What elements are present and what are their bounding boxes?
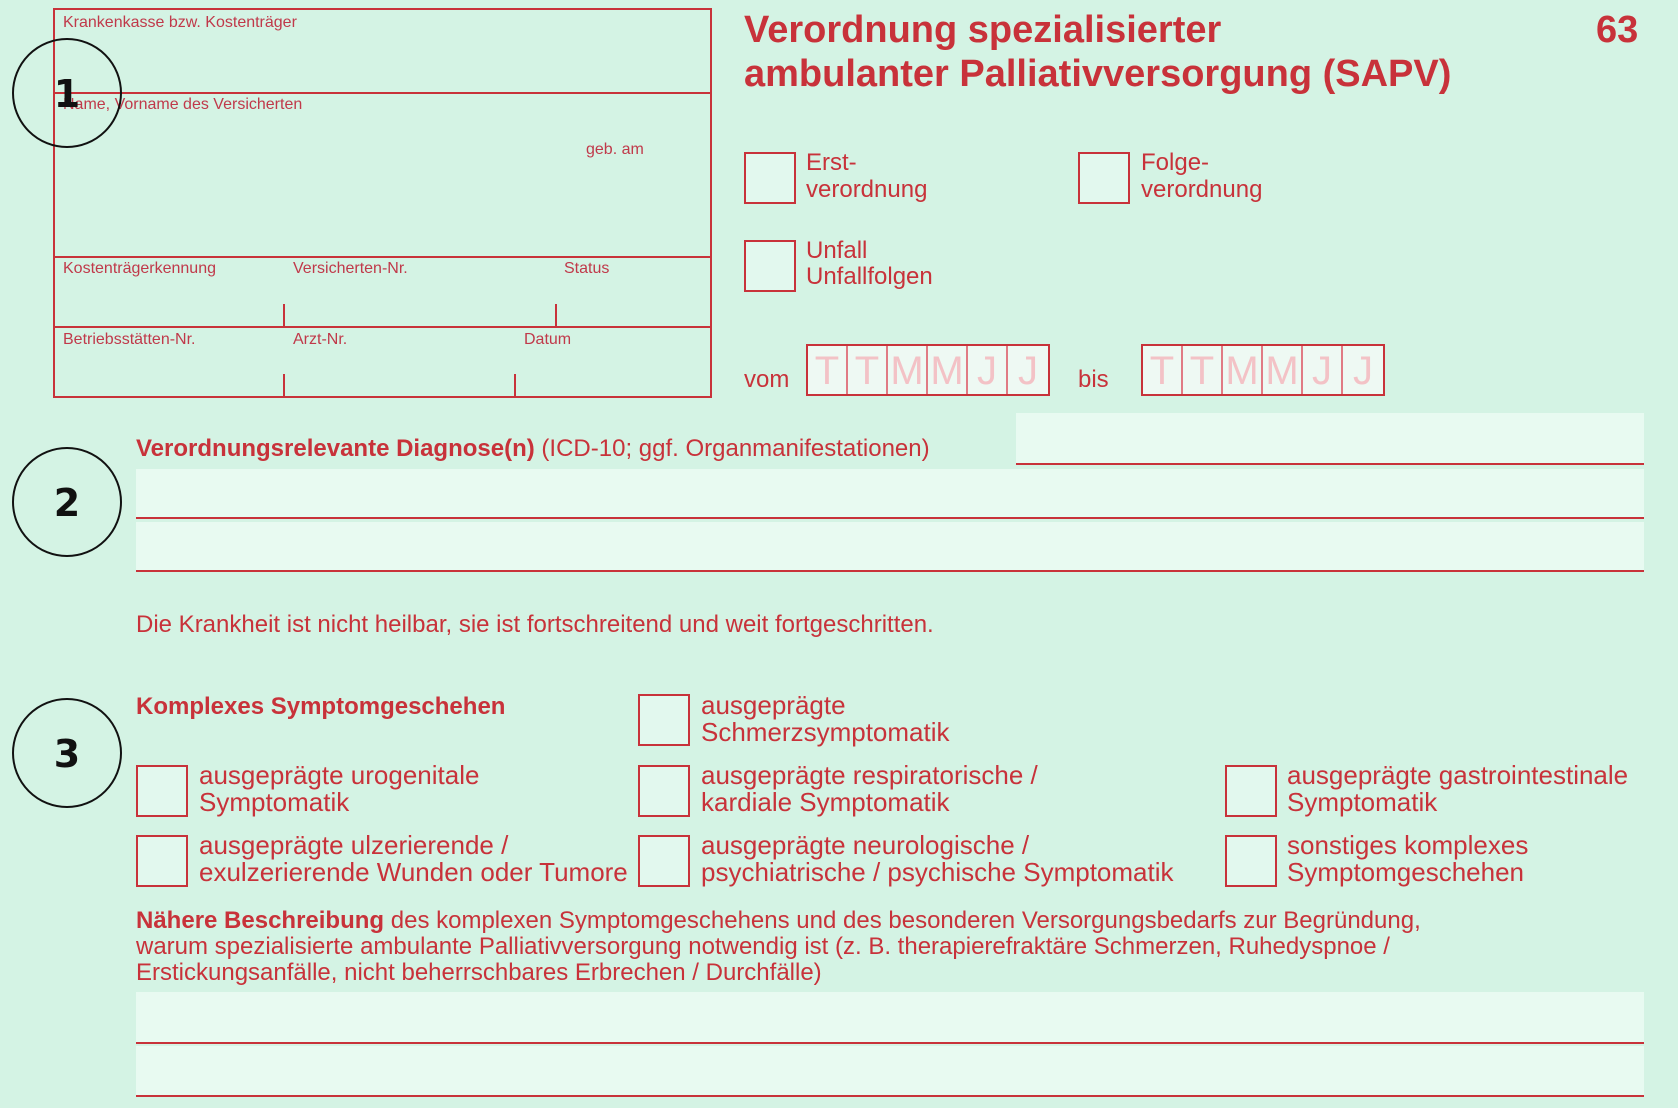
diagnosis-line-1 [1016,463,1644,465]
name-field[interactable] [55,118,575,264]
date-digit-day[interactable]: T [848,346,888,394]
form-number: 63 [1596,9,1639,51]
insurance-box [53,8,712,398]
name-label: Name, Vorname des Versicherten [63,96,303,113]
date-digit-month[interactable]: M [928,346,968,394]
betrieb-label: Betriebsstätten-Nr. [63,331,196,348]
date-digit-day[interactable]: T [1143,346,1183,394]
description-field-1[interactable] [136,992,1644,1042]
schmerz-label-2: Schmerzsymptomatik [701,717,950,747]
unfall-label-2: Unfallfolgen [806,263,933,290]
description-text [136,908,1646,986]
description-line-a [136,1042,1644,1044]
urogenital-label-2: Symptomatik [199,787,350,817]
status-label: Status [564,260,610,277]
description-line-2: warum spezialisierte ambulante Palliativversorgung notwendig ist (z. B. therapierefraktäre Schmerzen, Ruhedyspnoe / [136,933,1390,960]
divider [55,256,710,258]
divider [55,326,710,328]
erstverordnung-label-1: Erst- [806,149,857,176]
krankenkasse-field[interactable] [55,36,710,92]
sonstiges-label-1: sonstiges komplexes [1287,830,1529,860]
diagnosis-field-2[interactable] [136,469,1644,517]
krankenkasse-label: Krankenkasse bzw. Kostenträger [63,14,297,31]
divider [55,92,710,94]
diagnosis-heading: Verordnungsrelevante Diagnose(n) (ICD-10; ggf. Organmanifestationen) [136,435,930,462]
form-title-line2: ambulanter Palliativversorgung (SAPV) [744,53,1452,95]
unfall-checkbox[interactable] [744,240,796,292]
versicherten-label: Versicherten-Nr. [293,260,408,277]
neurologisch-label-2: psychiatrische / psychische Symptomatik [701,857,1174,887]
date-digit-day[interactable]: T [1183,346,1223,394]
diagnosis-line-2 [136,517,1644,519]
vom-date-field[interactable] [806,344,1050,396]
erstverordnung-checkbox[interactable] [744,152,796,204]
date-digit-year[interactable]: J [1343,346,1383,394]
gastrointestinal-label-2: Symptomatik [1287,787,1438,817]
symptoms-heading: Komplexes Symptomgeschehen [136,693,506,720]
bis-date-field[interactable] [1141,344,1385,396]
vom-label: vom [744,366,790,393]
folgeverordnung-label-1: Folge- [1141,149,1210,176]
bis-label: bis [1078,366,1109,393]
date-digit-month[interactable]: M [1263,346,1303,394]
respiratorisch-label-1: ausgeprägte respiratorische / [701,760,1038,790]
sonstiges-checkbox[interactable] [1225,835,1277,887]
date-digit-day[interactable]: T [808,346,848,394]
section-marker-3: 3 [12,698,122,808]
diagnosis-field-1[interactable] [1016,413,1644,463]
geb-label: geb. am [586,141,644,158]
ulzerierend-label-1: ausgeprägte ulzerierende / [199,830,509,860]
diagnosis-field-3[interactable] [136,522,1644,570]
tick [514,374,516,396]
ulzerierend-label-2: exulzerierende Wunden oder Tumore [199,857,628,887]
date-digit-month[interactable]: M [888,346,928,394]
datum-label: Datum [524,331,572,348]
geb-field[interactable] [580,162,708,262]
respiratorisch-checkbox[interactable] [638,765,690,817]
unfall-label-1: Unfall [806,237,868,264]
section-marker-1: 1 [12,38,122,148]
respiratorisch-label-2: kardiale Symptomatik [701,787,950,817]
ulzerierend-checkbox[interactable] [136,835,188,887]
erstverordnung-label-2: verordnung [806,176,928,203]
gastrointestinal-checkbox[interactable] [1225,765,1277,817]
folgeverordnung-checkbox[interactable] [1078,152,1130,204]
description-line-b [136,1095,1644,1097]
date-digit-year[interactable]: J [1303,346,1343,394]
schmerz-checkbox[interactable] [638,694,690,746]
description-line-1: Nähere Beschreibung des komplexen Symptomgeschehens und des besonderen Versorgungsbedarfs zur Begründung, [136,907,1421,934]
date-digit-year[interactable]: J [968,346,1008,394]
form-title-line1: Verordnung spezialisierter [744,9,1222,51]
date-digit-year[interactable]: J [1008,346,1048,394]
section-marker-2: 2 [12,447,122,557]
tick [283,374,285,396]
date-digit-month[interactable]: M [1223,346,1263,394]
tick [283,304,285,326]
kostentraeger-label: Kostenträgerkennung [63,260,216,277]
sonstiges-label-2: Symptomgeschehen [1287,857,1525,887]
description-line-3: Erstickungsanfälle, nicht beherrschbares Erbrechen / Durchfälle) [136,959,822,986]
diagnosis-line-3 [136,570,1644,572]
description-field-2[interactable] [136,1046,1644,1095]
tick [555,304,557,326]
neurologisch-label-1: ausgeprägte neurologische / [701,830,1030,860]
schmerz-label-1: ausgeprägte [701,690,846,720]
incurable-statement: Die Krankheit ist nicht heilbar, sie ist fortschreitend und weit fortgeschritten. [136,611,934,638]
folgeverordnung-label-2: verordnung [1141,176,1263,203]
neurologisch-checkbox[interactable] [638,835,690,887]
gastrointestinal-label-1: ausgeprägte gastrointestinale [1287,760,1629,790]
urogenital-checkbox[interactable] [136,765,188,817]
arzt-label: Arzt-Nr. [293,331,348,348]
urogenital-label-1: ausgeprägte urogenitale [199,760,480,790]
